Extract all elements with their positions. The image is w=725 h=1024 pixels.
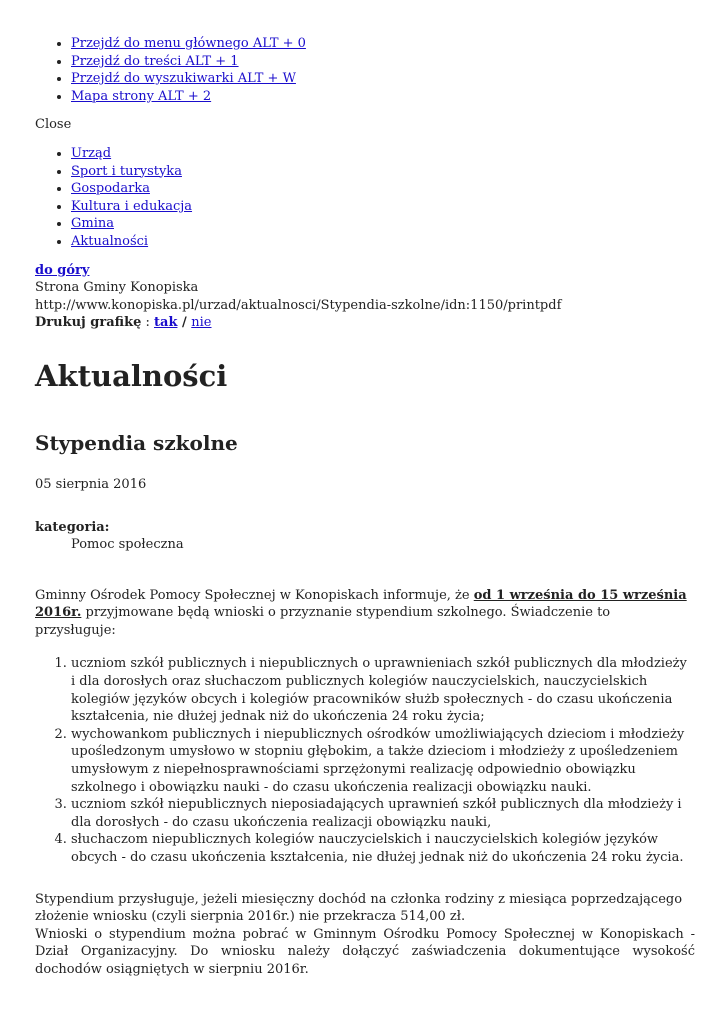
page-url: http://www.konopiska.pl/urzad/aktualnosci/Stypendia-szkolne/idn:1150/printpdf (35, 297, 562, 313)
income-condition: Stypendium przysługuje, jeżeli miesięczny dochód na członka rodziny z miesiąca poprzedzającego złożenie wniosku (czyli sierpnia 2016r.) nie przekracza 514,00 zł. (35, 891, 683, 925)
article-intro (35, 587, 695, 640)
eligibility-list (35, 655, 695, 866)
skip-to-search-link[interactable]: Przejdź do wyszukiwarki ALT + W (71, 71, 296, 87)
list-item: 2. wychowankom publicznych i niepublicznych ośrodków umożliwiających dzieciom i młodzieży upośledzonym umysłowo w stopniu głębokim, a także dzieciom i młodzieży z upośledzeniem umysłowym z niepełnosprawnościami sprzężonymi realizację odpowiednio obowiązku szkolnego i obowiązku nauki - do czasu ukończenia realizacji obowiązku nauki. (71, 726, 695, 796)
skip-link-item (71, 35, 695, 53)
skip-to-content-link[interactable]: Przejdź do treści ALT + 1 (71, 53, 239, 69)
print-graphics-no-link[interactable]: nie (191, 315, 212, 331)
print-graphics-row (35, 314, 695, 332)
intro-text-end: przyjmowane będą wnioski o przyznanie stypendium szkolnego. Świadczenie to przysługuje: (35, 605, 611, 638)
category-value: Pomoc społeczna (71, 537, 184, 553)
back-to-top-link[interactable]: do góry (35, 262, 90, 278)
print-graphics-colon: : (141, 315, 155, 331)
site-name: Strona Gminy Konopiska (35, 280, 199, 296)
menu-link-gmina[interactable]: Gmina (71, 216, 114, 232)
menu-link-gospodarka[interactable]: Gospodarka (71, 181, 150, 197)
print-graphics-label: Drukuj grafikę (35, 315, 142, 331)
list-item: 3. uczniom szkół niepublicznych nieposiadających uprawnień szkół publicznych dla młodzieży i dla dorosłych - do czasu ukończenia realizacji obowiązku nauki, (71, 796, 695, 831)
section-title: Aktualności (35, 358, 228, 393)
sitemap-link[interactable]: Mapa strony ALT + 2 (71, 88, 212, 104)
menu-link-aktualnosci[interactable]: Aktualności (71, 233, 149, 249)
skip-links (35, 35, 695, 105)
menu-item (71, 198, 695, 216)
list-item: 4. słuchaczom niepublicznych kolegiów nauczycielskich i nauczycielskich kolegiów języków obcych - do czasu ukończenia kształcenia, nie dłużej jednak niż do ukończenia 24 roku życia. (71, 831, 695, 866)
application-period: od 1 września do 15 września 2016r. (35, 587, 687, 621)
menu-link-sport[interactable]: Sport i turystyka (71, 163, 182, 179)
menu-item (71, 180, 695, 198)
intro-text-start: Gminny Ośrodek Pomocy Społecznej w Konopiskach informuje, że (35, 587, 474, 603)
print-graphics-yes-link[interactable]: tak (154, 315, 178, 331)
skip-link-item (71, 88, 695, 106)
article-title: Stypendia szkolne (35, 430, 238, 455)
menu-link-urzad[interactable]: Urząd (71, 145, 112, 161)
close-label[interactable]: Close (35, 117, 72, 133)
main-menu (35, 145, 695, 251)
skip-link-item (71, 70, 695, 88)
menu-item (71, 215, 695, 233)
menu-item (71, 163, 695, 181)
menu-item (71, 233, 695, 251)
menu-item (71, 145, 695, 163)
category-label: kategoria: (35, 519, 110, 535)
print-graphics-slash: / (177, 315, 192, 331)
menu-link-kultura[interactable]: Kultura i edukacja (71, 198, 193, 214)
application-info: Wnioski o stypendium można pobrać w Gminnym Ośrodku Pomocy Społecznej w Konopiskach - Dział Organizacyjny. Do wniosku należy dołączyć zaświadczenia dokumentujące wysokość dochodów osiągniętych w sierpniu 2016r. (35, 926, 695, 977)
skip-to-main-menu-link[interactable]: Przejdź do menu głównego ALT + 0 (71, 36, 306, 51)
article-date: 05 sierpnia 2016 (35, 476, 147, 492)
list-item: 1. uczniom szkół publicznych i niepublicznych o uprawnieniach szkół publicznych dla młodzieży i dla dorosłych oraz słuchaczom publicznych kolegiów nauczycielskich, nauczycielskich kolegiów języków obcych i kolegiów pracowników służb społecznych - do czasu ukończenia kształcenia, nie dłużej jednak niż do ukończenia 24 roku życia; (71, 655, 695, 725)
skip-link-item (71, 53, 695, 71)
